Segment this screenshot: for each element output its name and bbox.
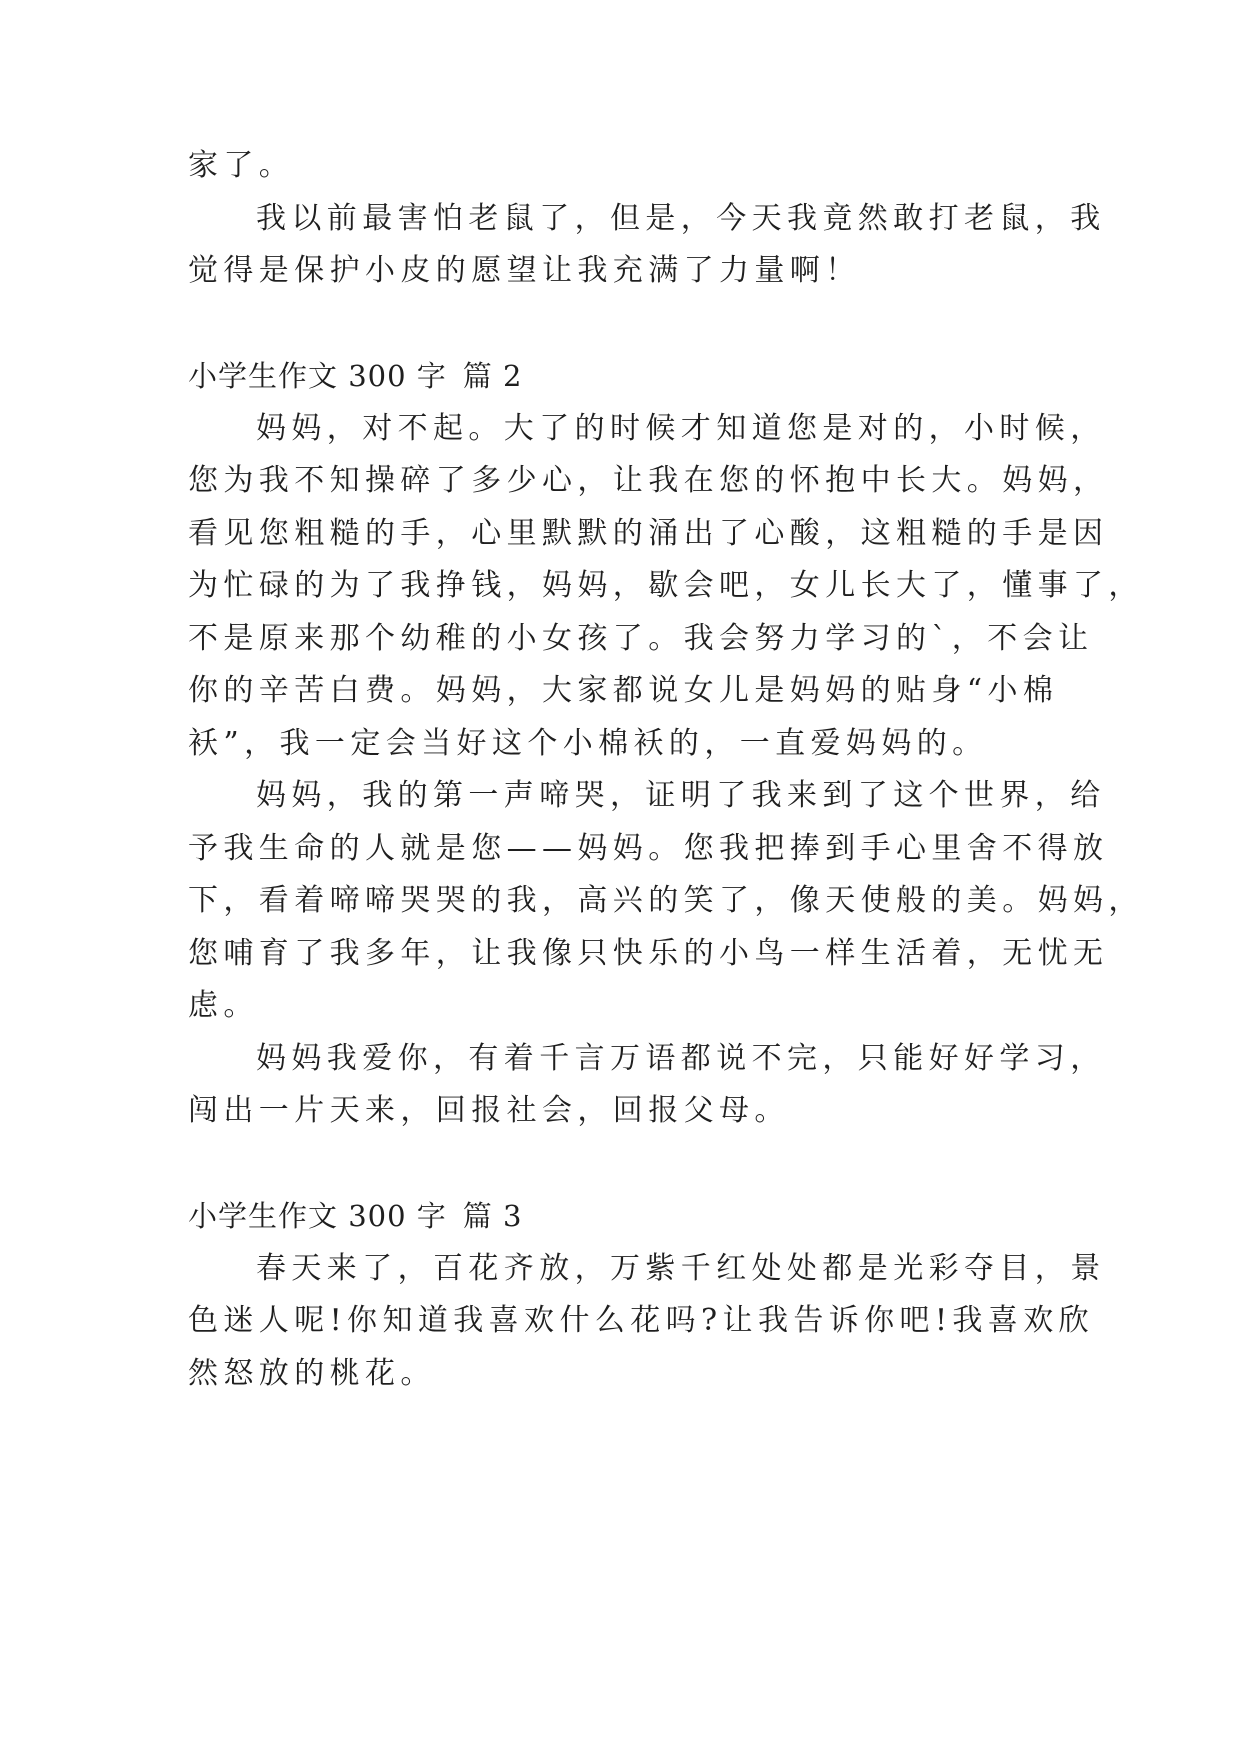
section-part: 篇 2 (462, 359, 523, 393)
text-line: 你的辛苦白费。妈妈，大家都说女儿是妈妈的贴身“小棉 (188, 673, 1059, 708)
section-heading (188, 1190, 1058, 1242)
text-line: 看见您粗糙的手，心里默默的涌出了心酸，这粗糙的手是因 (188, 516, 1109, 551)
section-title: 小学生作文 300 字 (188, 1199, 447, 1233)
text-line: 您哺育了我多年，让我像只快乐的小鸟一样生活着，无忧无 (188, 936, 1109, 971)
section-title: 小学生作文 300 字 (188, 359, 447, 393)
section-heading (188, 350, 1058, 402)
text-line: 色迷人呢!你知道我喜欢什么花吗?让我告诉你吧!我喜欢欣 (188, 1303, 1094, 1338)
text-line: 不是原来那个幼稚的小女孩了。我会努力学习的`，不会让 (188, 621, 1094, 656)
text-line: 虑。 (188, 988, 259, 1023)
text-line: 然怒放的桃花。 (188, 1356, 436, 1391)
text-line: 妈妈，对不起。大了的时候才知道您是对的，小时候， (256, 411, 1106, 446)
text-line: 为忙碌的为了我挣钱，妈妈，歇会吧，女儿长大了，懂事了， (188, 568, 1144, 603)
section-part: 篇 3 (462, 1199, 523, 1233)
text-line: 觉得是保护小皮的愿望让我充满了力量啊！ (188, 253, 861, 288)
text-line: 您为我不知操碎了多少心，让我在您的怀抱中长大。妈妈， (188, 463, 1109, 498)
text-line: 我以前最害怕老鼠了，但是，今天我竟然敢打老鼠，我 (256, 201, 1106, 236)
text-line: 妈妈我爱你，有着千言万语都说不完，只能好好学习， (256, 1041, 1106, 1076)
text-line: 春天来了，百花齐放，万紫千红处处都是光彩夺目，景 (256, 1251, 1106, 1286)
text-line: 家了。 (188, 148, 295, 183)
document-page (188, 0, 1144, 1754)
text-line: 闯出一片天来，回报社会，回报父母。 (188, 1093, 790, 1128)
text-line: 妈妈，我的第一声啼哭，证明了我来到了这个世界，给 (256, 778, 1106, 813)
text-line: 下，看着啼啼哭哭的我，高兴的笑了，像天使般的美。妈妈， (188, 883, 1144, 918)
text-line: 予我生命的人就是您——妈妈。您我把捧到手心里舍不得放 (188, 831, 1109, 866)
text-line: 袄”，我一定会当好这个小棉袄的，一直爱妈妈的。 (188, 726, 988, 761)
